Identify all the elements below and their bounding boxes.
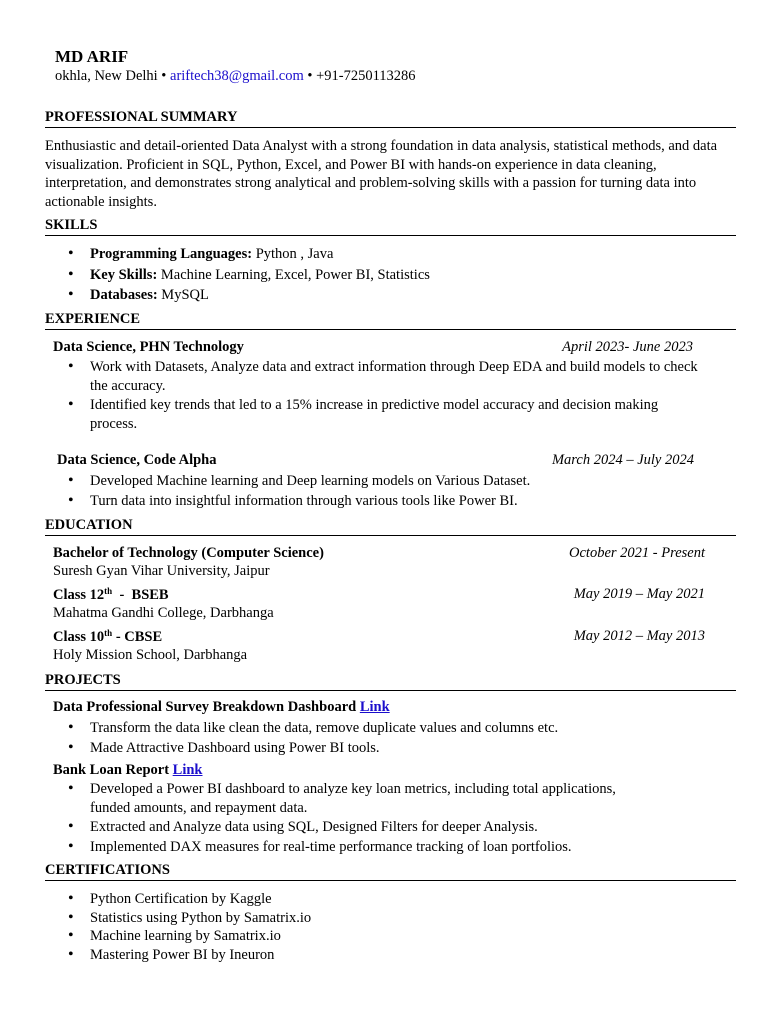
project-name: Data Professional Survey Breakdown Dashboard <box>53 699 360 715</box>
list-item: • Developed a Power BI dashboard to analyze key loan metrics, including total applications, funded amounts, and repayment data. <box>68 780 658 817</box>
board-label: - BSEB <box>112 587 169 603</box>
job-header <box>57 452 694 469</box>
school-name: Holy Mission School, Darbhanga <box>53 647 248 663</box>
list-item <box>68 245 708 264</box>
skill-value: Machine Learning, Excel, Power BI, Statistics <box>157 266 430 283</box>
education-date: May 2012 – May 2013 <box>573 628 705 644</box>
list-item: • Work with Datasets, Analyze data and extract information through Deep EDA and build models to check the accuracy. <box>68 358 708 395</box>
ordinal-suffix: th <box>104 628 113 638</box>
education-header <box>53 628 705 646</box>
section-title-summary: PROFESSIONAL SUMMARY <box>45 109 736 128</box>
certifications-list <box>68 890 708 964</box>
class-label: Class 10 <box>53 629 105 645</box>
skills-list <box>68 245 708 305</box>
list-item: • Mastering Power BI by Ineuron <box>68 946 708 965</box>
contact-line <box>55 68 416 85</box>
education-header <box>53 545 705 562</box>
section-title-education: EDUCATION <box>45 517 736 536</box>
education-header <box>53 586 705 604</box>
skill-value: Python , Java <box>252 246 334 262</box>
list-item: • Made Attractive Dashboard using Power BI tools. <box>68 739 708 758</box>
job-date: March 2024 – July 2024 <box>551 452 694 468</box>
job-title: Data Science, Code Alpha <box>57 452 217 468</box>
section-title-skills: SKILLS <box>45 217 736 236</box>
project-bullets <box>68 780 658 856</box>
section-title-experience: EXPERIENCE <box>45 311 736 330</box>
list-item: • Transform the data like clean the data, remove duplicate values and columns etc. <box>68 719 708 738</box>
skill-label: Programming Languages: <box>90 246 253 262</box>
candidate-name: MD ARIF <box>55 47 129 66</box>
list-item: • Statistics using Python by Samatrix.io <box>68 909 708 928</box>
project-title <box>53 699 390 716</box>
location: okhla, New Delhi • <box>55 68 167 84</box>
list-item: • Machine learning by Samatrix.io <box>68 927 708 946</box>
degree-title: Bachelor of Technology (Computer Science) <box>53 545 324 561</box>
ordinal-suffix: th <box>104 586 113 596</box>
degree-title <box>53 628 162 646</box>
email-link[interactable]: ariftech38@gmail.com <box>170 68 304 84</box>
summary-text: Enthusiastic and detail-oriented Data Analyst with a strong foundation in data analysis, statistical methods, and data visualization. Proficient in SQL, Python, Excel, and Power BI with hands-on experience in data cleaning, interpretation, and demonstrates strong analytical and problem-solving skills with a passion for turning data into actionable insights. <box>45 138 718 210</box>
job-bullets <box>68 472 708 510</box>
list-item: • Turn data into insightful information through various tools like Power BI. <box>68 492 708 511</box>
class-label: Class 12 <box>53 587 105 603</box>
school-name: Mahatma Gandhi College, Darbhanga <box>53 605 274 621</box>
board-label: - CBSE <box>112 629 163 645</box>
phone: • +91-7250113286 <box>307 68 416 84</box>
list-item <box>68 266 708 285</box>
skill-label: Databases: <box>90 287 158 303</box>
project-name: Bank Loan Report <box>53 762 173 778</box>
list-item: • Extracted and Analyze data using SQL, Designed Filters for deeper Analysis. <box>68 818 658 837</box>
project-title <box>53 762 203 779</box>
job-header <box>53 339 693 356</box>
list-item: • Implemented DAX measures for real-time performance tracking of loan portfolios. <box>68 838 658 857</box>
list-item: • Identified key trends that led to a 15% increase in predictive model accuracy and decision making process. <box>68 396 708 433</box>
job-bullets <box>68 358 708 433</box>
project-link[interactable]: Link <box>359 699 390 715</box>
section-title-projects: PROJECTS <box>45 672 736 691</box>
list-item: • Python Certification by Kaggle <box>68 890 708 909</box>
section-title-certifications: CERTIFICATIONS <box>45 862 736 881</box>
job-date: April 2023- June 2023 <box>562 339 693 355</box>
skill-label: Key Skills: <box>90 266 158 283</box>
job-title: Data Science, PHN Technology <box>53 339 244 355</box>
education-date: October 2021 - Present <box>569 545 705 561</box>
degree-title <box>53 586 169 604</box>
list-item: • Developed Machine learning and Deep learning models on Various Dataset. <box>68 472 708 491</box>
skill-value: MySQL <box>157 287 209 303</box>
school-name: Suresh Gyan Vihar University, Jaipur <box>53 563 270 579</box>
list-item <box>68 286 708 305</box>
education-date: May 2019 – May 2021 <box>573 586 705 602</box>
project-bullets <box>68 719 708 757</box>
project-link[interactable]: Link <box>172 762 203 778</box>
